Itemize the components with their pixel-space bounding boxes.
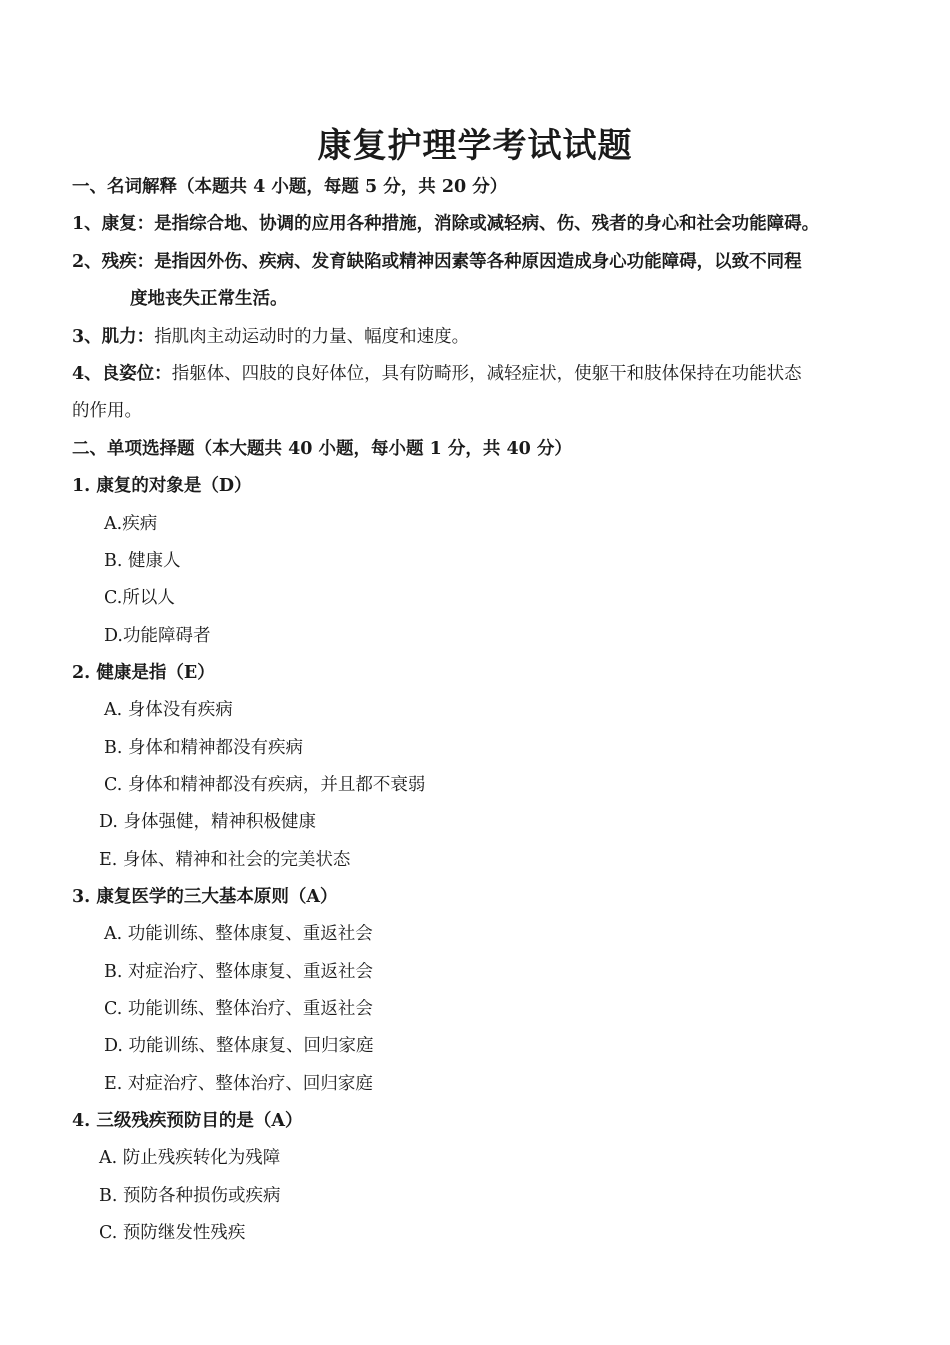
question-option: C.所以人 — [104, 588, 175, 608]
question-stem: 1. 康复的对象是（D） — [72, 476, 252, 496]
question-option: C. 功能训练、整体治疗、重返社会 — [104, 999, 373, 1019]
question-option: B. 健康人 — [104, 551, 181, 571]
term-label: 2、残疾： — [72, 252, 155, 272]
term-label: 3、肌力： — [72, 327, 155, 347]
question-option: A. 身体没有疾病 — [104, 700, 233, 720]
term-item — [72, 362, 892, 386]
page-title: 康复护理学考试试题 — [317, 126, 633, 166]
term-label: 4、良姿位： — [72, 364, 172, 384]
term-definition-continued: 的作用。 — [72, 401, 142, 421]
question-option: D. 身体强健，精神积极健康 — [99, 812, 317, 832]
question-option: D. 功能训练、整体康复、回归家庭 — [104, 1036, 374, 1056]
question-option: E. 对症治疗、整体治疗、回归家庭 — [104, 1074, 373, 1094]
question-stem: 2. 健康是指（E） — [72, 663, 215, 683]
term-definition: 指躯体、四肢的良好体位，具有防畸形，减轻症状，使躯干和肢体保持在功能状态 — [171, 364, 802, 384]
term-definition-continued: 度地丧失正常生活。 — [130, 289, 288, 309]
question-stem: 4. 三级残疾预防目的是（A） — [72, 1111, 303, 1131]
question-option: A. 防止残疾转化为残障 — [99, 1148, 281, 1168]
question-option: A. 功能训练、整体康复、重返社会 — [104, 924, 373, 944]
section-heading-terms: 一、名词解释（本题共 4 小题，每题 5 分，共 20 分） — [72, 177, 508, 197]
question-stem: 3. 康复医学的三大基本原则（A） — [72, 887, 338, 907]
question-option: B. 对症治疗、整体康复、重返社会 — [104, 962, 373, 982]
term-item — [72, 212, 892, 236]
term-item — [72, 250, 892, 274]
term-definition: 是指因外伤、疾病、发育缺陷或精神因素等各种原因造成身心功能障碍，以致不同程 — [154, 252, 802, 272]
term-definition: 指肌肉主动运动时的力量、幅度和速度。 — [154, 327, 470, 347]
question-option: C. 预防继发性残疾 — [99, 1223, 246, 1243]
term-label: 1、康复： — [72, 214, 155, 234]
term-definition: 是指综合地、协调的应用各种措施，消除或减轻病、伤、残者的身心和社会功能障碍。 — [154, 214, 820, 234]
section-heading-choice: 二、单项选择题（本大题共 40 小题，每小题 1 分，共 40 分） — [72, 439, 572, 459]
question-option: B. 身体和精神都没有疾病 — [104, 738, 303, 758]
question-option: A.疾病 — [104, 514, 158, 534]
term-item — [72, 325, 892, 349]
question-option: C. 身体和精神都没有疾病，并且都不衰弱 — [104, 775, 426, 795]
question-option: D.功能障碍者 — [104, 626, 211, 646]
question-option: B. 预防各种损伤或疾病 — [99, 1186, 281, 1206]
question-option: E. 身体、精神和社会的完美状态 — [99, 850, 351, 870]
